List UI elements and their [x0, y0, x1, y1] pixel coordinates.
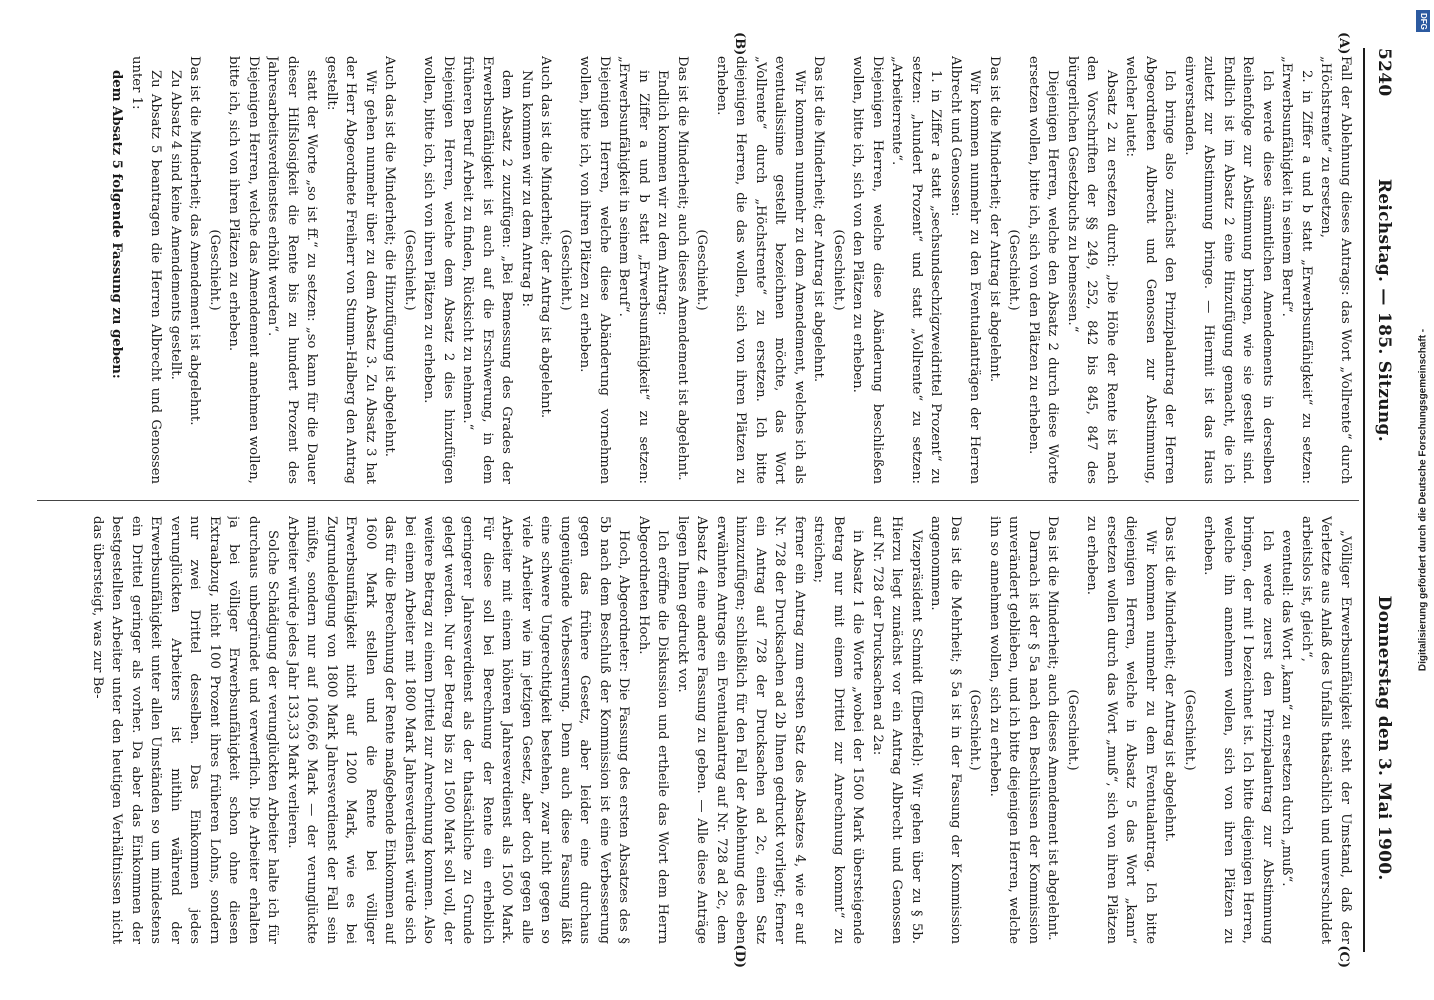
- column-divider: [37, 500, 1359, 501]
- header-left-title: Reichstag. — 185. Sitzung.: [1374, 178, 1394, 442]
- right-para-7: Das ist die Minderheit; auch dieses Amendement ist abgelehnt.: [1045, 516, 1061, 941]
- right-para-0: „Völliger Erwerbsunfähigkeit steht der Umstand, daß der Verletzte aus Anlaß des Unfalls thatsächlich und unverschuldet arbeitslos ist, gleich“,: [1299, 516, 1353, 944]
- left-para-12: Das ist die Minderheit; der Antrag ist abgelehnt.: [811, 56, 827, 383]
- left-para-6: (Geschieht.): [1006, 229, 1022, 311]
- left-para-8: Wir kommen nunmehr zu den Eventualanträgen der Herren Albrecht und Genossen:: [948, 56, 983, 484]
- right-para-5: Wir kommen nunmehr zu dem Eventualantrag. Ich bitte diejenigen Herren, welche in Absatz 5 das Wort „kann“ ersetzen wollen durch das Wort „muß“, sich von ihren Plätzen zu erheben.: [1084, 516, 1158, 944]
- left-para-32: Zu Absatz 5 beantragen die Herren Albrecht und Genossen unter 1:: [129, 56, 164, 484]
- digitization-note: [1412, 0, 1434, 1000]
- left-column: [37, 56, 1355, 484]
- page-number: 5240: [1374, 48, 1394, 97]
- right-para-16: Solche Schädigung der verunglückten Arbeiter halte ich für durchaus unbegründet und verwerflich. Die Arbeiter erhalten ja bei völliger Erwerbsunfähigkeit schon ohne diesen Extraabzug, nicht 100 Prozent ihres früheren Lohns, sondern nur zwei Drittel desselben. Das Einkommen jedes verunglückten Arbeiters ist mithin während der Erwerbsunfähigkeit unter allen Umständen so um mindestens ein Drittel geringer als vorher. Da aber das Einkommen der bestgestellten Arbeiter unter den heutigen Verhältnissen nicht das übersteigt, was zur Be-: [90, 516, 281, 944]
- left-para-13: Wir kommen nunmehr zu dem Amendement, welches ich als eventualissime gestellt bezeichnen möchte, das Wort „Vollrente“ durch „Höchstrente“ zu ersetzen. Ich bitte diejenigen Herren, die das wollen, sich von ihren Plätzen zu erheben.: [714, 56, 807, 484]
- margin-letter-a: (A): [1336, 32, 1351, 55]
- right-para-8: Darnach ist der § 5a nach den Beschlüssen der Kommission unverändert geblieben, und ich bitte diejenigen Herren, welche ihn so annehmen wollen, sich zu erheben.: [987, 516, 1041, 944]
- right-column: [37, 516, 1355, 944]
- right-para-11: Vizepräsident Schmidt (Elberfeld): Wir gehen über zu § 5b. Hierzu liegt zunächst vor ein Antrag Albrecht und Genossen auf Nr. 728 der Drucksachen ad 2a:: [870, 516, 924, 944]
- left-para-5: Diejenigen Herren, welche den Absatz 2 durch diese Worte ersetzen wollen, bitte ich, sich von den Plätzen zu erheben.: [1026, 56, 1061, 484]
- margin-letter-b: (B): [732, 32, 747, 56]
- right-para-4: Das ist die Minderheit; der Antrag ist abgelehnt.: [1162, 516, 1178, 843]
- left-para-18: Diejenigen Herren, welche diese Abänderung vornehmen wollen, bitte ich, von ihren Plätzen zu erheben.: [577, 56, 612, 484]
- dfg-logo: DFG: [1416, 10, 1430, 32]
- right-para-12: in Absatz 1 die Worte „wobei der 1500 Mark übersteigende Betrag nur mit einem Drittel zur Anrechnung kommt“ zu streichen;: [811, 516, 866, 944]
- left-para-26: Wir gehen nunmehr über zu dem Absatz 3. Zu Absatz 3 hat der Herr Abgeordnete Freiherr von Stumm-Halberg den Antrag gestellt:: [324, 56, 378, 484]
- header-rule: [1363, 48, 1365, 952]
- digitization-note-text: Digitalisierung gefördert durch die Deutsche Forschungsgemeinschaft -: [1417, 328, 1429, 672]
- right-para-15: Hoch, Abgeordneter: Die Fassung des ersten Absatzes des § 5b nach dem Beschluß der Kommission ist eine Verbesserung gegen das frühere Gesetz, aber leider eine durchaus ungenügende Verbesserung. Denn auch diese Fassung läßt eine schwere Ungerechtigkeit bestehen, zwar nicht gegen so viele Arbeiter wie im jetzigen Gesetz, aber doch gegen alle Arbeiter mit einem höheren Jahresverdienst als 1500 Mark. Für diese soll bei Berechnung der Rente ein erheblich geringerer Jahresverdienst als der thatsächliche zu Grunde gelegt werden. Nur der Betrag bis zu 1500 Mark soll voll, der weitere Betrag zu einem Drittel zur Anrechnung kommen. Also bei einem Arbeiter mit 1800 Mark Jahresverdienst würde sich das für die Berechnung der Rente maßgebende Einkommen auf 1600 Mark stellen und die Rente bei völliger Erwerbsunfähigkeit nicht auf 1200 Mark, wie es bei Zugrundelegung von 1800 Mark Jahresverdienst der Fall sein müßte, sondern nur auf 1066,66 Mark — der verunglückte Arbeiter würde jedes Jahr 133,33 Mark verlieren.: [285, 516, 632, 944]
- rotated-page: [27, 30, 1407, 970]
- left-para-27: statt der Worte „so ist ff.“ zu setzen: „so kann für die Dauer dieser Hilfslosigkeit die Rente bis zu hundert Prozent des Jahresarbeitsverdienstes erhöht werden“.: [265, 56, 320, 484]
- left-para-14: (Geschieht.): [694, 229, 710, 311]
- left-para-33: dem Absatz 5 folgende Fassung zu geben:: [109, 70, 125, 379]
- left-para-22: dem Absatz 2 zuzufügen: „Bei Bemessung des Grades der Erwerbsunfähigkeit ist auch auf die Erschwerung, in dem früheren Beruf Arbeit zu finden, Rücksicht zu nehmen.“: [460, 56, 515, 484]
- left-para-30: Das ist die Minderheit; das Amendement ist abgelehnt.: [187, 56, 203, 426]
- left-para-0: Fall der Ablehnung dieses Antrags: das Wort „Vollrente“ durch „Höchstrente“ zu ersetzen,: [1318, 56, 1353, 484]
- header-right-title: Donnerstag den 3. Mai 1900.: [1374, 595, 1394, 881]
- left-para-31: Zu Absatz 4 sind keine Amendements gestellt.: [168, 70, 183, 380]
- left-para-29: (Geschieht.): [207, 229, 222, 311]
- left-para-23: Diejenigen Herren, welche dem Absatz 2 dies hinzufügen wollen, bitte ich, sich von ihren Plätzen zu erheben.: [421, 56, 456, 484]
- left-para-28: Diejenigen Herren, welche das Amendement annehmen wollen, bitte ich, sich von ihren Plätzen zu erheben.: [226, 56, 261, 484]
- left-para-19: (Geschieht.): [558, 229, 573, 311]
- left-para-7: Das ist die Minderheit; der Antrag ist abgelehnt.: [987, 56, 1002, 383]
- left-para-9: 1. in Ziffer a statt „sechsundsechzigzweidrittel Prozent“ zu setzen: „hundert Prozent“ und statt „Vollrente“ zu setzen: „Arbeiterrente“.: [889, 56, 944, 484]
- right-para-6: (Geschieht.): [1065, 689, 1080, 771]
- left-para-25: Auch das ist die Minderheit; die Hinzufügung ist abgelehnt.: [382, 56, 398, 457]
- page-header: [1367, 48, 1401, 952]
- margin-letter-d: (D): [732, 944, 747, 968]
- right-para-14: Ich eröffne die Diskussion und ertheile das Wort dem Herrn Abgeordneten Hoch.: [636, 516, 671, 944]
- right-para-10: Das ist die Mehrheit; § 5a ist in der Fassung der Kommission angenommen.: [928, 516, 963, 944]
- left-para-3: Ich bringe also zunächst den Prinzipalantrag der Herren Abgeordneten Albrecht und Genossen zur Abstimmung, welcher lautet:: [1123, 56, 1178, 484]
- left-para-24: (Geschieht.): [402, 229, 417, 311]
- left-para-2: Ich werde diese sämmtlichen Amendements in derselben Reihenfolge zur Abstimmung bringen, wie sie gestellt sind. Endlich ist im Absatz 2 eine Hinzufügung gemacht, die ich zuletzt zur Abstimmung bringe. — Hiermit ist das Haus einverstanden.: [1182, 56, 1275, 484]
- left-para-16: Endlich kommen wir zu dem Antrag:: [655, 70, 671, 316]
- left-para-21: Nun kommen wir zu dem Antrag B:: [519, 70, 534, 307]
- right-para-3: (Geschieht.): [1182, 689, 1197, 771]
- right-para-13: ferner ein Antrag zum ersten Satz des Absatzes 4, wie er auf Nr. 728 der Drucksachen ad 2b Ihnen gedruckt vorliegt; ferner ein Antrag auf 728 der Drucksachen ad 2c, einen Satz hinzuzufügen; schließlich für den Fall der Ablehnung des eben erwähnten Antrags ein Eventualantrag auf Nr. 728 ad 2c, dem Absatz 4 eine andere Fassung zu geben. — Alle diese Anträge liegen Ihnen gedruckt vor.: [675, 516, 807, 944]
- right-para-1: eventuell: das Wort „kann“ zu ersetzen durch „muß“.: [1279, 530, 1295, 887]
- left-para-15: Das ist die Minderheit; auch dieses Amendement ist abgelehnt.: [675, 56, 690, 481]
- right-para-9: (Geschieht.): [967, 689, 983, 771]
- left-para-10: Diejenigen Herren, welche diese Abänderung beschließen wollen, bitte ich, sich von den Plätzen zu erheben.: [850, 56, 885, 484]
- left-para-20: Auch das ist die Minderheit; der Antrag ist abgelehnt.: [538, 56, 554, 419]
- margin-letter-c: (C): [1336, 945, 1351, 968]
- left-para-11: (Geschieht.): [831, 229, 846, 311]
- left-para-4: Absatz 2 zu ersetzen durch: „Die Höhe der Rente ist nach den Vorschriften der §§ 249, 252, 842 bis 845, 847 des bürgerlichen Gesetzbuchs zu bemessen.“: [1065, 56, 1119, 484]
- left-para-1: 2. in Ziffer a und b statt „Erwerbsunfähigkeit“ zu setzen: „Erwerbsunfähigkeit in seinem Beruf“.: [1279, 56, 1314, 484]
- right-para-2: Ich werde zuerst den Prinzipalantrag zur Abstimmung bringen, der mit I bezeichnet ist. Ich bitte diejenigen Herren, welche ihn annehmen wollen, sich von ihren Plätzen zu erheben.: [1201, 516, 1275, 944]
- left-para-17: in Ziffer a und b statt „Erwerbsunfähigkeit“ zu setzen: „Erwerbsunfähigkeit in seinem Beruf“.: [616, 56, 651, 484]
